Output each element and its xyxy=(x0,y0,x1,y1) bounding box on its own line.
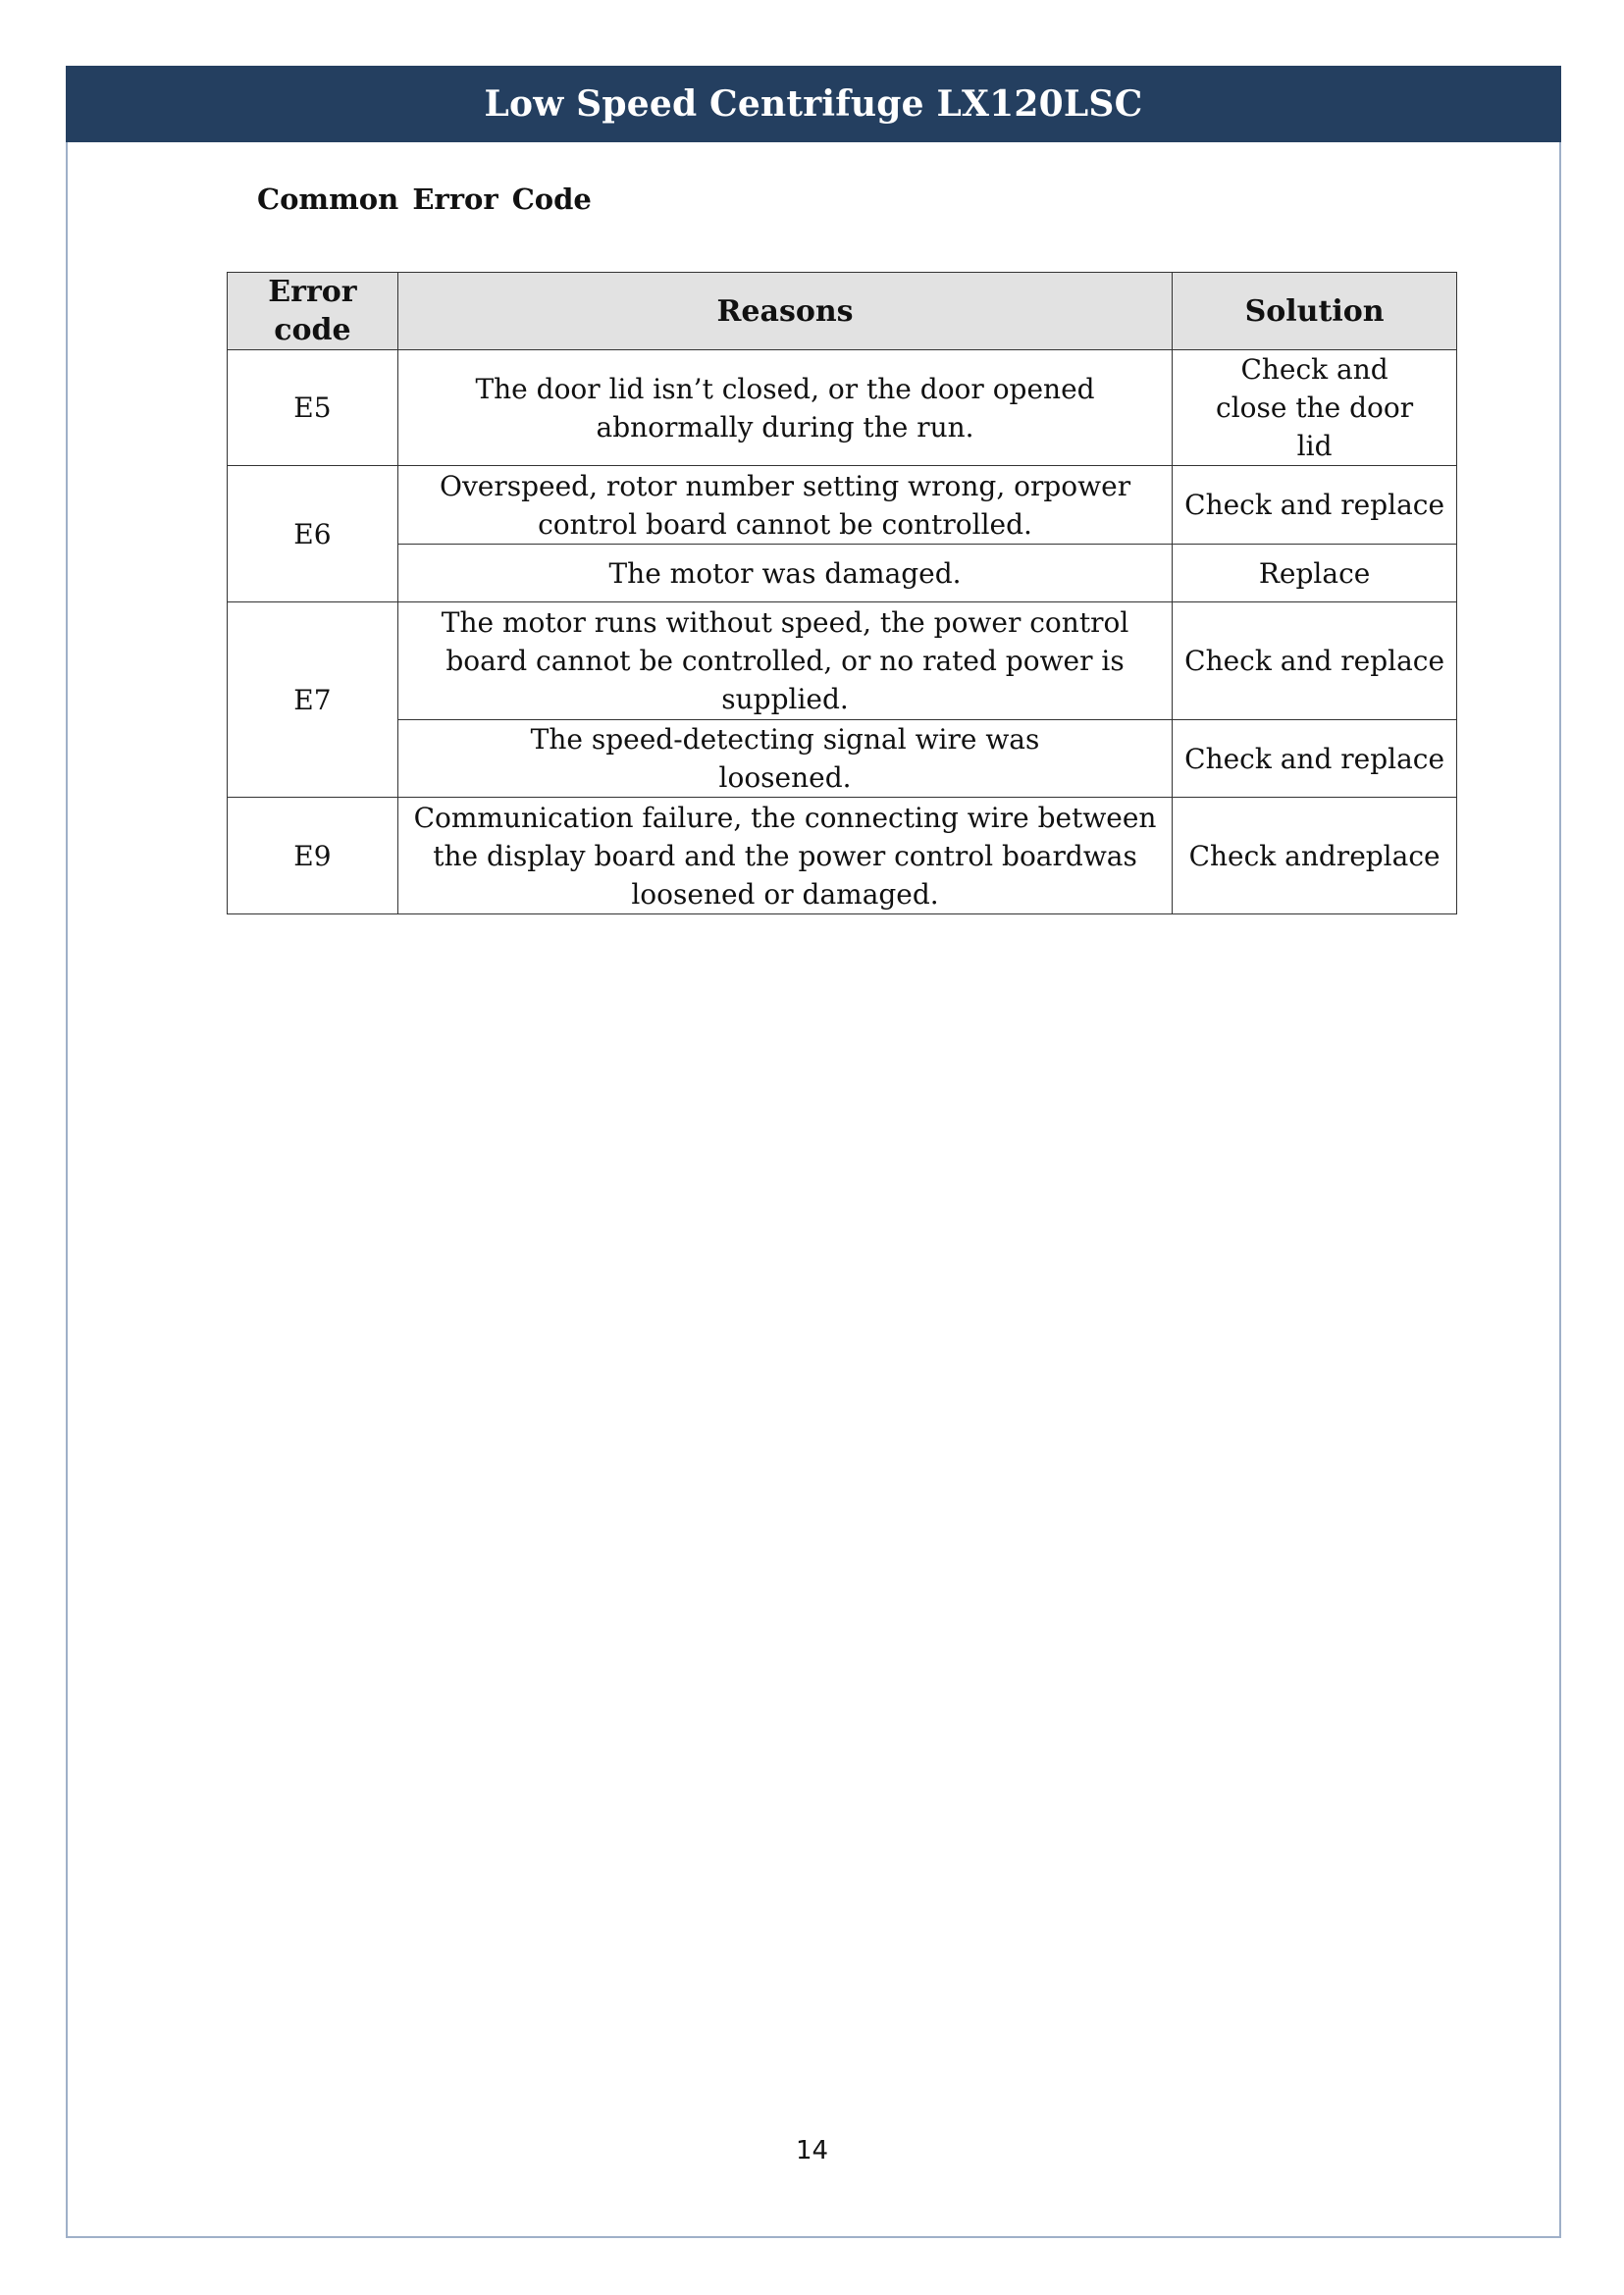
solution-cell: Replace xyxy=(1173,545,1457,602)
document-title: Low Speed Centrifuge LX120LSC xyxy=(484,83,1143,125)
table-header-row xyxy=(228,273,1457,350)
table-row xyxy=(228,720,1457,798)
solution-cell: Check and replace xyxy=(1173,602,1457,720)
error-code-cell: E7 xyxy=(228,602,398,798)
solution-cell: Check and replace xyxy=(1173,466,1457,545)
reason-cell: The speed-detecting signal wire was loosened. xyxy=(397,720,1172,798)
table-row xyxy=(228,466,1457,545)
reason-cell: Communication failure, the connecting wire between the display board and the power control boardwas loosened or damaged. xyxy=(397,798,1172,914)
column-header-error-code: Error code xyxy=(228,273,398,350)
table-row xyxy=(228,798,1457,914)
table-row xyxy=(228,602,1457,720)
table-row xyxy=(228,350,1457,466)
column-header-solution: Solution xyxy=(1173,273,1457,350)
error-code-cell: E6 xyxy=(228,466,398,602)
reason-cell: The motor runs without speed, the power control board cannot be controlled, or no rated power is supplied. xyxy=(397,602,1172,720)
section-heading: Common Error Code xyxy=(257,183,592,216)
reason-cell: The motor was damaged. xyxy=(397,545,1172,602)
column-header-reasons: Reasons xyxy=(397,273,1172,350)
header-band xyxy=(66,66,1561,142)
solution-cell: Check and close the door lid xyxy=(1173,350,1457,466)
table-row xyxy=(228,545,1457,602)
error-code-cell: E5 xyxy=(228,350,398,466)
reason-cell: The door lid isn’t closed, or the door opened abnormally during the run. xyxy=(397,350,1172,466)
solution-cell: Check and replace xyxy=(1173,720,1457,798)
solution-cell: Check andreplace xyxy=(1173,798,1457,914)
page-number: 14 xyxy=(795,2136,829,2165)
reason-cell: Overspeed, rotor number setting wrong, orpower control board cannot be controlled. xyxy=(397,466,1172,545)
error-code-table xyxy=(227,272,1457,914)
error-code-cell: E9 xyxy=(228,798,398,914)
